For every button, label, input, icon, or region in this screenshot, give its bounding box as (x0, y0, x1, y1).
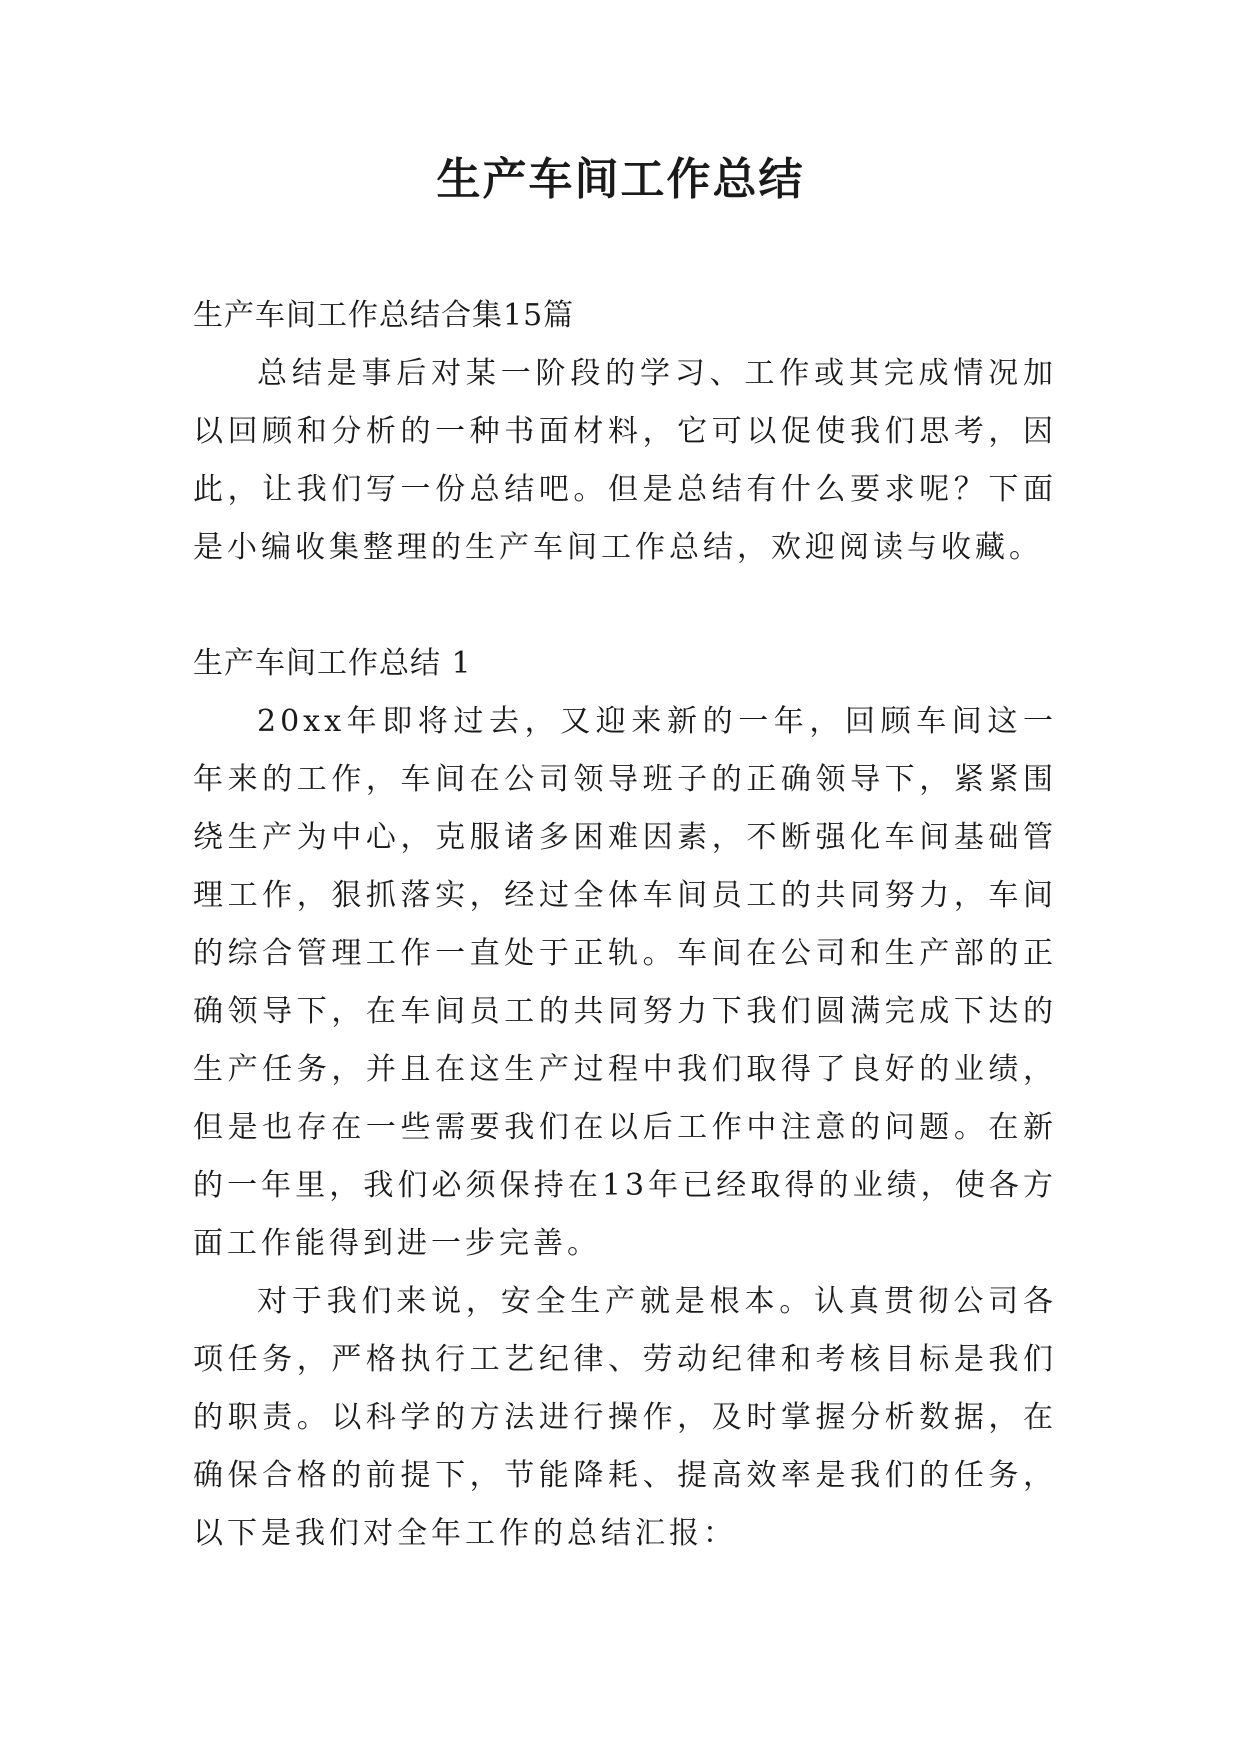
intro-paragraph: 总结是事后对某一阶段的学习、工作或其完成情况加以回顾和分析的一种书面材料，它可以促使我们思考，因此，让我们写一份总结吧。但是总结有什么要求呢？下面是小编收集整理的生产车间工作总结，欢迎阅读与收藏。 (193, 356, 1057, 565)
document-body (193, 287, 1057, 1563)
section-spacer (193, 577, 1057, 635)
body-paragraph: 20xx年即将过去，又迎来新的一年，回顾车间这一年来的工作，车间在公司领导班子的正确领导下，紧紧围绕生产为中心，克服诸多困难因素，不断强化车间基础管理工作，狠抓落实，经过全体车间员工的共同努力，车间的综合管理工作一直处于正轨。车间在公司和生产部的正确领导下，在车间员工的共同努力下我们圆满完成下达的生产任务，并且在这生产过程中我们取得了良好的业绩，但是也存在一些需要我们在以后工作中注意的问题。在新的一年里，我们必须保持在13年已经取得的业绩，使各方面工作能得到进一步完善。 (193, 704, 1057, 1261)
body-paragraph: 对于我们来说，安全生产就是根本。认真贯彻公司各项任务，严格执行工艺纪律、劳动纪律和考核目标是我们的职责。以科学的方法进行操作，及时掌握分析数据，在确保合格的前提下，节能降耗、提高效率是我们的任务，以下是我们对全年工作的总结汇报： (193, 1284, 1057, 1551)
collection-heading: 生产车间工作总结合集15篇 (193, 298, 575, 333)
section-heading: 生产车间工作总结 1 (193, 646, 472, 681)
document-title: 生产车间工作总结 (436, 154, 805, 205)
